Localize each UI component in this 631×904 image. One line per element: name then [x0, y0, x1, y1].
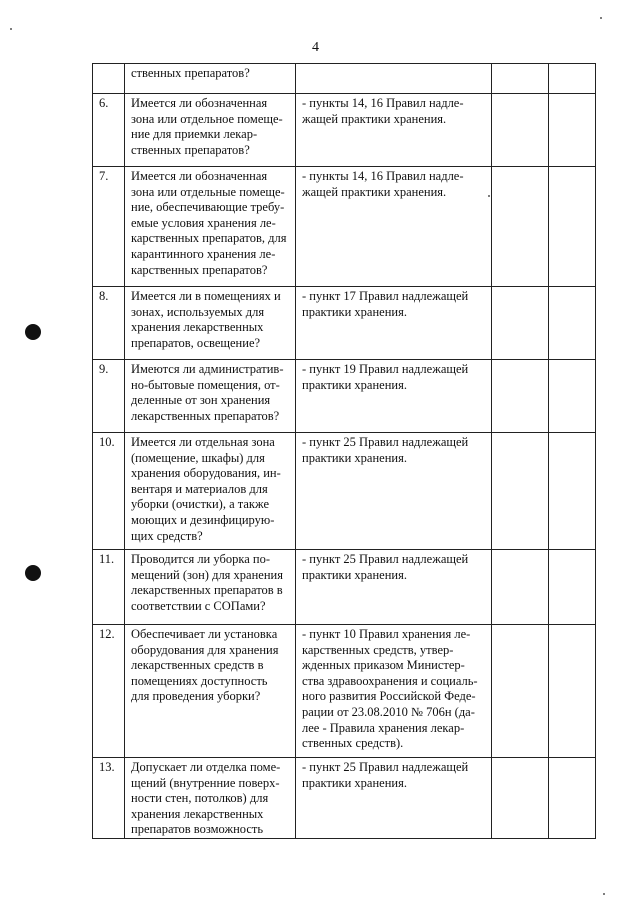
answer-cell: [492, 360, 549, 433]
table-row: [93, 287, 596, 360]
table-row: [93, 625, 596, 758]
question-cell: Обеспечивает ли установка оборудования для хранения лекарственных средств в помещениях доступность для проведения уборки?: [125, 625, 296, 758]
table-row: [93, 433, 596, 550]
reference-cell: - пункт 25 Правил надлежащей практики хранения.: [296, 550, 492, 625]
answer-cell: [492, 758, 549, 839]
answer-cell: [492, 64, 549, 94]
answer-cell: [492, 433, 549, 550]
scan-speck: [10, 28, 12, 30]
row-number: 6.: [93, 94, 125, 167]
table-row: [93, 758, 596, 839]
reference-cell: - пункт 17 Правил надлежащей практики хранения.: [296, 287, 492, 360]
row-number: 7.: [93, 167, 125, 287]
row-number: 11.: [93, 550, 125, 625]
question-cell: Имеется ли в помещениях и зонах, используемых для хранения лекарственных препаратов, освещение?: [125, 287, 296, 360]
page-number: 4: [312, 40, 319, 55]
note-cell: [549, 758, 596, 839]
note-cell: [549, 94, 596, 167]
reference-cell: - пункт 25 Правил надлежащей практики хранения.: [296, 758, 492, 839]
answer-cell: [492, 94, 549, 167]
answer-cell: [492, 625, 549, 758]
scan-speck: [600, 17, 602, 19]
reference-cell: - пункт 19 Правил надлежащей практики хранения.: [296, 360, 492, 433]
row-number: 13.: [93, 758, 125, 839]
note-cell: [549, 167, 596, 287]
question-cell: Имеется ли обозначенная зона или отдельное помеще- ние для приемки лекар- ственных препаратов?: [125, 94, 296, 167]
scan-speck: [603, 893, 605, 895]
table-row: [93, 64, 596, 94]
answer-cell: [492, 167, 549, 287]
question-cell: Проводится ли уборка по- мещений (зон) для хранения лекарственных препаратов в соответствии с СОПами?: [125, 550, 296, 625]
reference-cell: - пункты 14, 16 Правил надле- жащей практики хранения.: [296, 94, 492, 167]
answer-cell: [492, 550, 549, 625]
note-cell: [549, 360, 596, 433]
row-number: 12.: [93, 625, 125, 758]
row-number: [93, 64, 125, 94]
reference-cell: - пункт 25 Правил надлежащей практики хранения.: [296, 433, 492, 550]
question-cell: ственных препаратов?: [125, 64, 296, 94]
punch-hole-mark-lower: [25, 565, 41, 581]
checklist-table: [92, 63, 596, 839]
question-cell: Имеются ли административ- но-бытовые помещения, от- деленные от зон хранения лекарственных препаратов?: [125, 360, 296, 433]
table-row: [93, 550, 596, 625]
note-cell: [549, 64, 596, 94]
question-cell: Имеется ли отдельная зона (помещение, шкафы) для хранения оборудования, ин- вентаря и материалов для уборки (очистки), а также моющих и дезинфицирую- щих средств?: [125, 433, 296, 550]
row-number: 8.: [93, 287, 125, 360]
answer-cell: [492, 287, 549, 360]
reference-cell: - пункт 10 Правил хранения ле- карственных средств, утвер- жденных приказом Министер- ства здравоохранения и социаль- ного развития Российской Феде- рации от 23.08.2010 № 706н (да- лее - Правила хранения лекар- ственных средств).: [296, 625, 492, 758]
note-cell: [549, 433, 596, 550]
question-cell: Имеется ли обозначенная зона или отдельные помеще- ние, обеспечивающие требу- емые условия хранения ле- карственных препаратов, для карантинного хранения ле- карственных препаратов?: [125, 167, 296, 287]
row-number: 9.: [93, 360, 125, 433]
table-row: [93, 94, 596, 167]
note-cell: [549, 550, 596, 625]
row-number: 10.: [93, 433, 125, 550]
punch-hole-mark-upper: [25, 324, 41, 340]
question-cell: Допускает ли отделка поме- щений (внутренние поверх- ности стен, потолков) для хранения лекарственных препаратов возможность: [125, 758, 296, 839]
table-row: [93, 360, 596, 433]
scan-speck: [488, 195, 490, 197]
note-cell: [549, 625, 596, 758]
reference-cell: [296, 64, 492, 94]
note-cell: [549, 287, 596, 360]
reference-cell: - пункты 14, 16 Правил надле- жащей практики хранения.: [296, 167, 492, 287]
table-row: [93, 167, 596, 287]
